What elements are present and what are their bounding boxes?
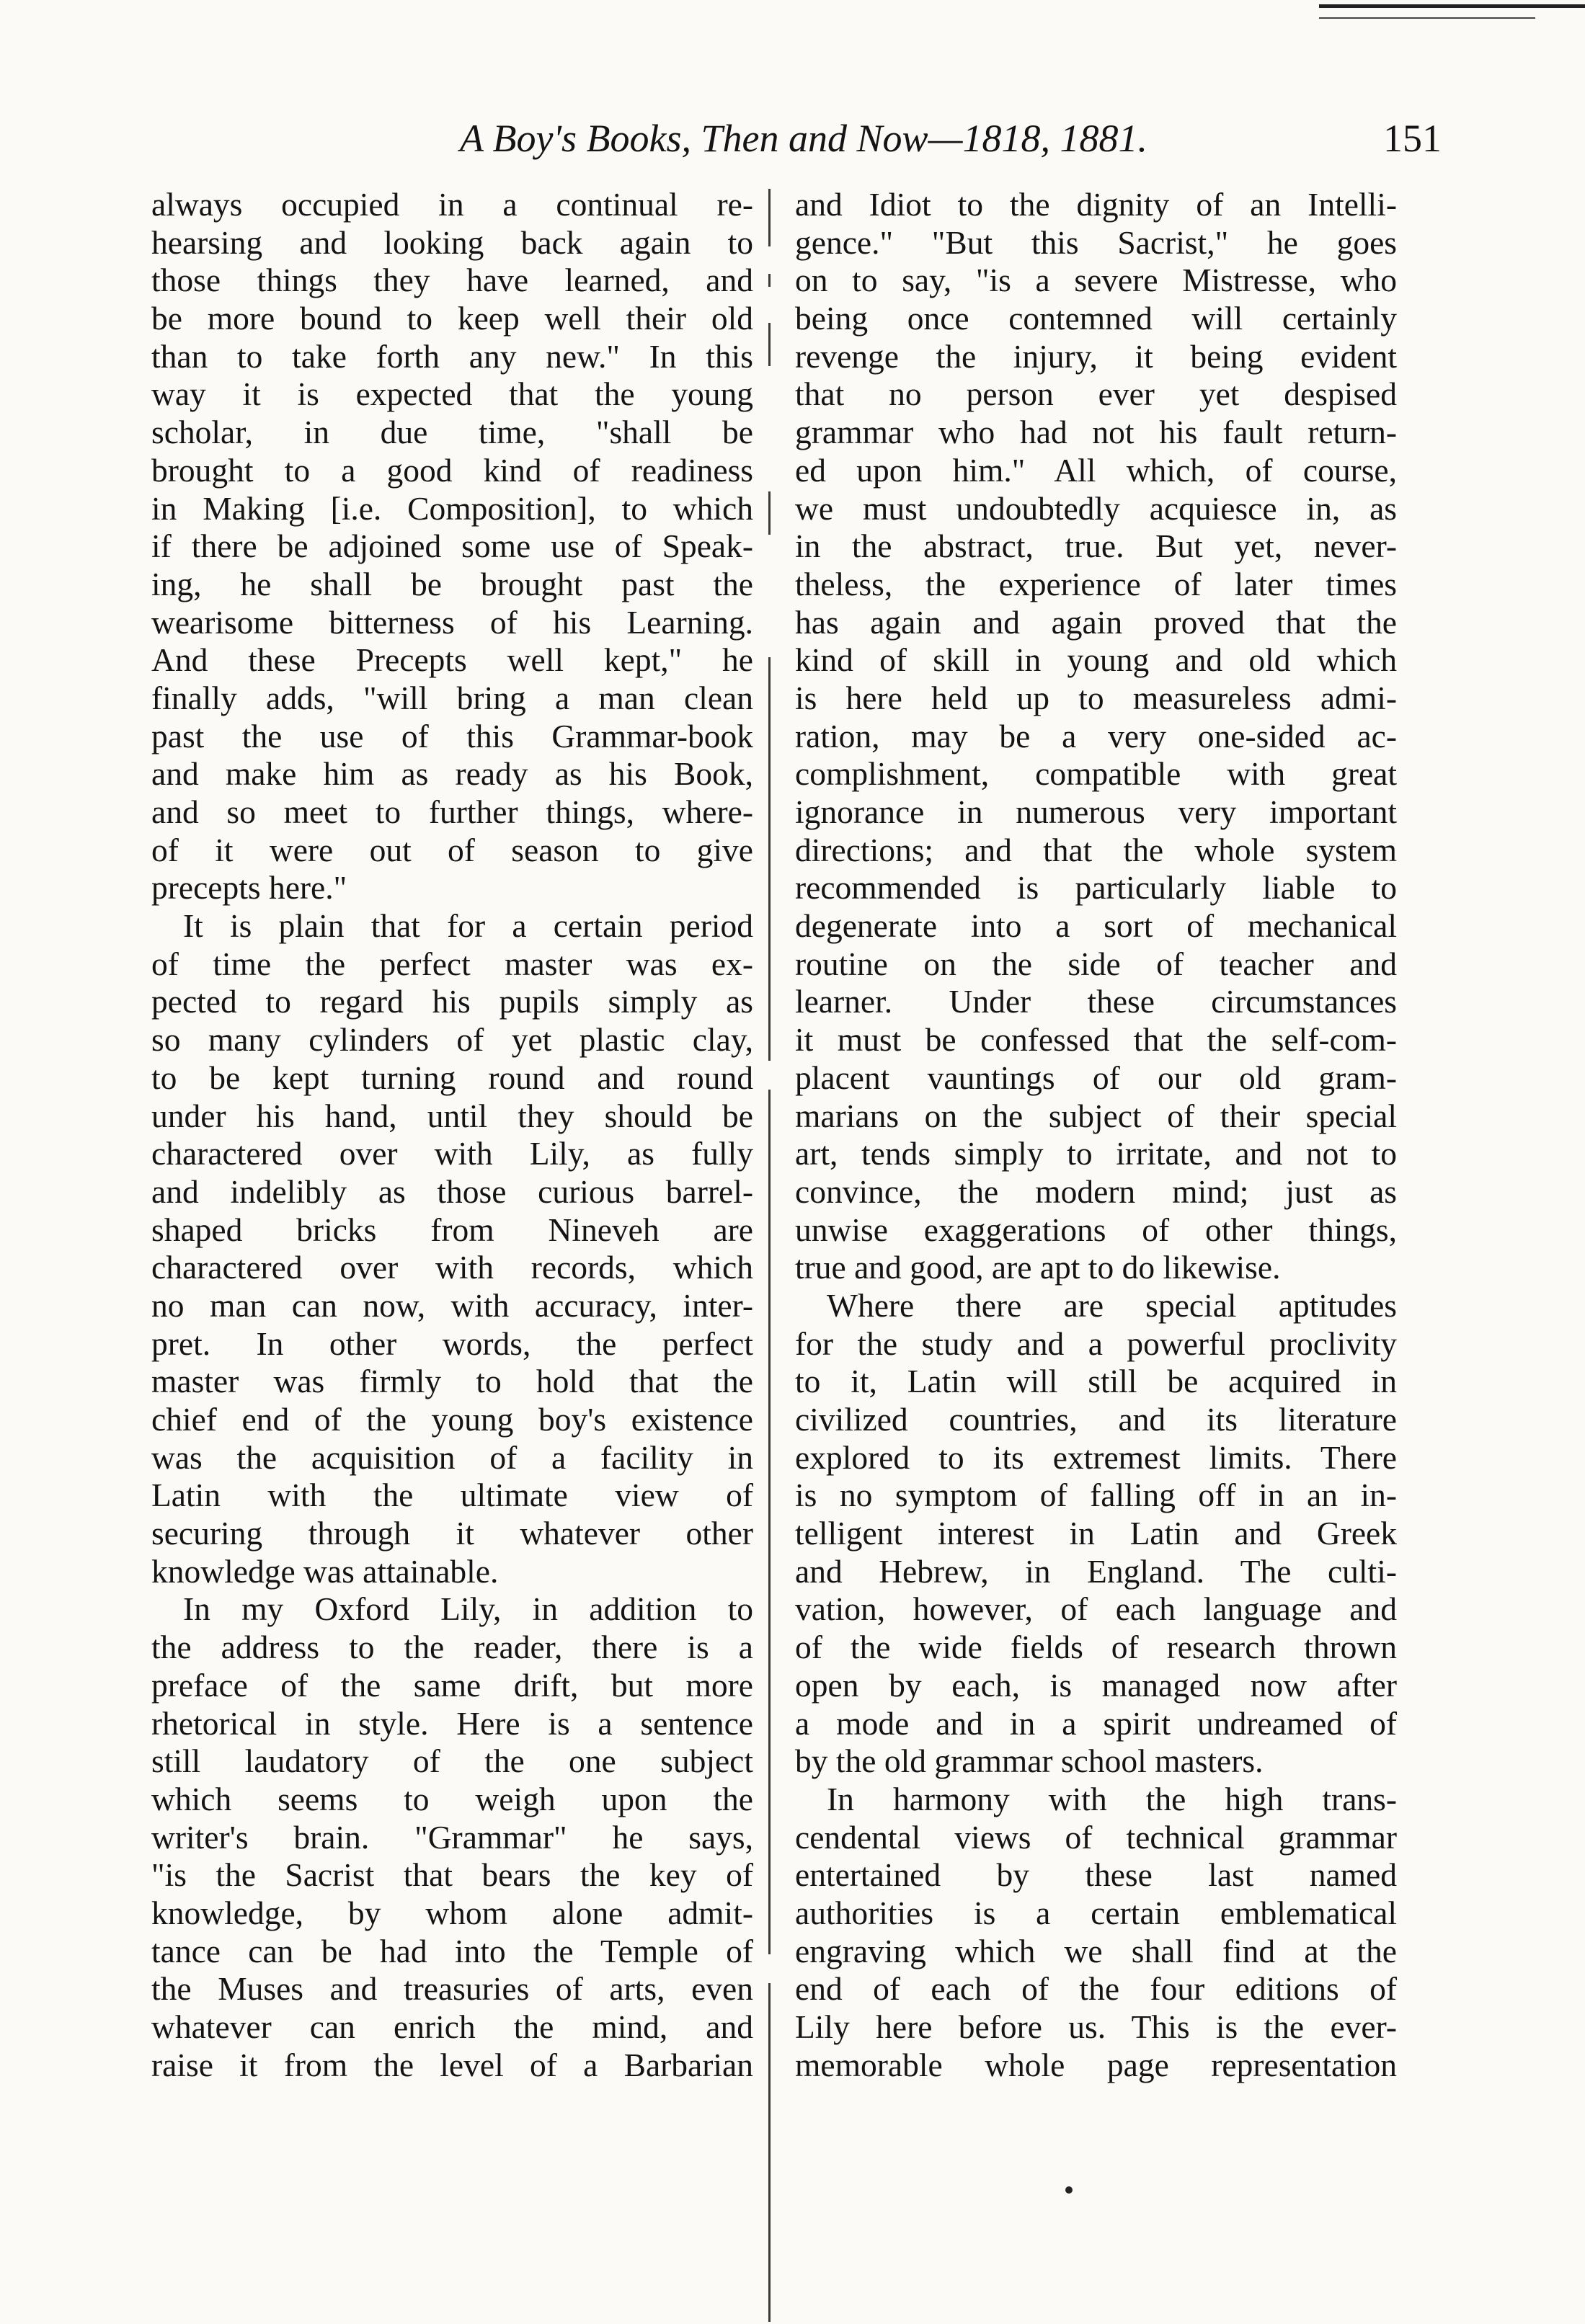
text-line: memorable whole page representation: [795, 2046, 1397, 2083]
text-line: grammar who had not his fault return-: [795, 414, 1397, 451]
text-line: past the use of this Grammar-book: [151, 717, 753, 754]
text-line: "is the Sacrist that bears the key of: [151, 1856, 753, 1894]
text-line: theless, the experience of later times: [795, 565, 1397, 602]
text-line: explored to its extremest limits. There: [795, 1438, 1397, 1476]
text-line: vation, however, of each language and: [795, 1590, 1397, 1628]
text-line: we must undoubtedly acquiesce in, as: [795, 489, 1397, 527]
text-line: and make him as ready as his Book,: [151, 755, 753, 793]
text-line: brought to a good kind of readiness: [151, 451, 753, 489]
text-line: if there be adjoined some use of Speak-: [151, 527, 753, 565]
text-line: Latin with the ultimate view of: [151, 1477, 753, 1514]
text-line: gence." "But this Sacrist," he goes: [795, 223, 1397, 261]
text-line: unwise exaggerations of other things,: [795, 1211, 1397, 1248]
text-line: and Hebrew, in England. The culti-: [795, 1552, 1397, 1590]
text-line: to be kept turning round and round: [151, 1059, 753, 1096]
text-line: convince, the modern mind; just as: [795, 1172, 1397, 1210]
text-line: tance can be had into the Temple of: [151, 1932, 753, 1969]
text-line: whatever can enrich the mind, and: [151, 2008, 753, 2045]
text-line: Where there are special aptitudes: [827, 1286, 1397, 1324]
text-line: in the abstract, true. But yet, never-: [795, 527, 1397, 565]
text-line: still laudatory of the one subject: [151, 1742, 753, 1780]
text-line: master was firmly to hold that the: [151, 1363, 753, 1400]
text-line: securing through it whatever other: [151, 1515, 753, 1552]
page-number: 151: [1383, 117, 1442, 160]
text-line: learner. Under these circumstances: [795, 983, 1397, 1020]
text-line: entertained by these last named: [795, 1856, 1397, 1894]
page-header: [151, 110, 1442, 167]
printer-mark-dot: [1065, 2186, 1073, 2194]
text-line: than to take forth any new." In this: [151, 337, 753, 375]
text-line: charactered over with Lily, as fully: [151, 1135, 753, 1172]
text-line: and indelibly as those curious barrel-: [151, 1172, 753, 1210]
text-line: cendental views of technical grammar: [795, 1818, 1397, 1856]
text-line: on to say, "is a severe Mistresse, who: [795, 262, 1397, 299]
text-line: is here held up to measureless admi-: [795, 679, 1397, 716]
text-line: degenerate into a sort of mechanical: [795, 907, 1397, 945]
text-line: knowledge, by whom alone admit-: [151, 1894, 753, 1931]
text-line: of time the perfect master was ex-: [151, 945, 753, 982]
text-line: the address to the reader, there is a: [151, 1629, 753, 1666]
text-line: charactered over with records, which: [151, 1249, 753, 1286]
text-line: preface of the same drift, but more: [151, 1666, 753, 1704]
text-line: under his hand, until they should be: [151, 1097, 753, 1134]
text-line: pected to regard his pupils simply as: [151, 983, 753, 1020]
text-line: kind of skill in young and old which: [795, 641, 1397, 679]
text-line: writer's brain. "Grammar" he says,: [151, 1818, 753, 1856]
text-line: Lily here before us. This is the ever-: [795, 2008, 1397, 2045]
text-line: no man can now, with accuracy, inter-: [151, 1286, 753, 1324]
text-line: ignorance in numerous very important: [795, 793, 1397, 830]
text-line: hearsing and looking back again to: [151, 223, 753, 261]
right-column: [795, 186, 1397, 2084]
text-line: a mode and in a spirit undreamed of: [795, 1704, 1397, 1742]
text-line: routine on the side of teacher and: [795, 945, 1397, 982]
text-line: directions; and that the whole system: [795, 831, 1397, 868]
text-line: of the wide fields of research thrown: [795, 1629, 1397, 1666]
text-line: scholar, in due time, "shall be: [151, 414, 753, 451]
text-line: art, tends simply to irritate, and not to: [795, 1135, 1397, 1172]
text-line: marians on the subject of their special: [795, 1097, 1397, 1134]
text-line: engraving which we shall find at the: [795, 1932, 1397, 1969]
text-line: be more bound to keep well their old: [151, 300, 753, 337]
text-line: And these Precepts well kept," he: [151, 641, 753, 679]
text-line: way it is expected that the young: [151, 375, 753, 413]
text-line: It is plain that for a certain period: [183, 907, 753, 945]
text-line: finally adds, "will bring a man clean: [151, 679, 753, 716]
text-line: wearisome bitterness of his Learning.: [151, 603, 753, 641]
text-line: knowledge was attainable.: [151, 1552, 499, 1590]
text-line: raise it from the level of a Barbarian: [151, 2046, 753, 2083]
text-line: open by each, is managed now after: [795, 1666, 1397, 1704]
text-line: is no symptom of falling off in an in-: [795, 1477, 1397, 1514]
text-line: civilized countries, and its literature: [795, 1401, 1397, 1438]
text-line: recommended is particularly liable to: [795, 869, 1397, 907]
text-line: to it, Latin will still be acquired in: [795, 1363, 1397, 1400]
text-line: of it were out of season to give: [151, 831, 753, 868]
text-line: complishment, compatible with great: [795, 755, 1397, 793]
text-line: shaped bricks from Nineveh are: [151, 1211, 753, 1248]
text-line: chief end of the young boy's existence: [151, 1401, 753, 1438]
text-line: and so meet to further things, where-: [151, 793, 753, 830]
top-edge-rule-thin: [1319, 17, 1535, 19]
text-line: the Muses and treasuries of arts, even: [151, 1970, 753, 2008]
text-line: ed upon him." All which, of course,: [795, 451, 1397, 489]
text-line: telligent interest in Latin and Greek: [795, 1515, 1397, 1552]
text-line: placent vauntings of our old gram-: [795, 1059, 1397, 1096]
text-line: always occupied in a continual re-: [151, 186, 753, 223]
left-column: [151, 186, 753, 2084]
text-line: was the acquisition of a facility in: [151, 1438, 753, 1476]
text-line: which seems to weigh upon the: [151, 1780, 753, 1817]
text-line: by the old grammar school masters.: [795, 1742, 1264, 1780]
text-line: end of each of the four editions of: [795, 1970, 1397, 2008]
text-line: ing, he shall be brought past the: [151, 565, 753, 602]
running-title: A Boy's Books, Then and Now—1818, 1881.: [459, 117, 1148, 160]
text-line: in Making [i.e. Composition], to which: [151, 489, 753, 527]
text-line: true and good, are apt to do likewise.: [795, 1249, 1281, 1286]
text-line: that no person ever yet despised: [795, 375, 1397, 413]
text-line: being once contemned will certainly: [795, 300, 1397, 337]
text-line: for the study and a powerful proclivity: [795, 1324, 1397, 1362]
text-line: those things they have learned, and: [151, 262, 753, 299]
text-line: pret. In other words, the perfect: [151, 1324, 753, 1362]
text-line: In harmony with the high trans-: [827, 1780, 1397, 1817]
text-line: so many cylinders of yet plastic clay,: [151, 1021, 753, 1059]
text-line: authorities is a certain emblematical: [795, 1894, 1397, 1931]
text-line: ration, may be a very one-sided ac-: [795, 717, 1397, 754]
text-line: it must be confessed that the self-com-: [795, 1021, 1397, 1059]
text-line: has again and again proved that the: [795, 603, 1397, 641]
text-line: In my Oxford Lily, in addition to: [183, 1590, 753, 1628]
text-line: revenge the injury, it being evident: [795, 337, 1397, 375]
text-line: and Idiot to the dignity of an Intelli-: [795, 186, 1397, 223]
text-line: rhetorical in style. Here is a sentence: [151, 1704, 753, 1742]
text-line: precepts here.": [151, 869, 347, 907]
top-edge-rule: [1319, 4, 1585, 8]
